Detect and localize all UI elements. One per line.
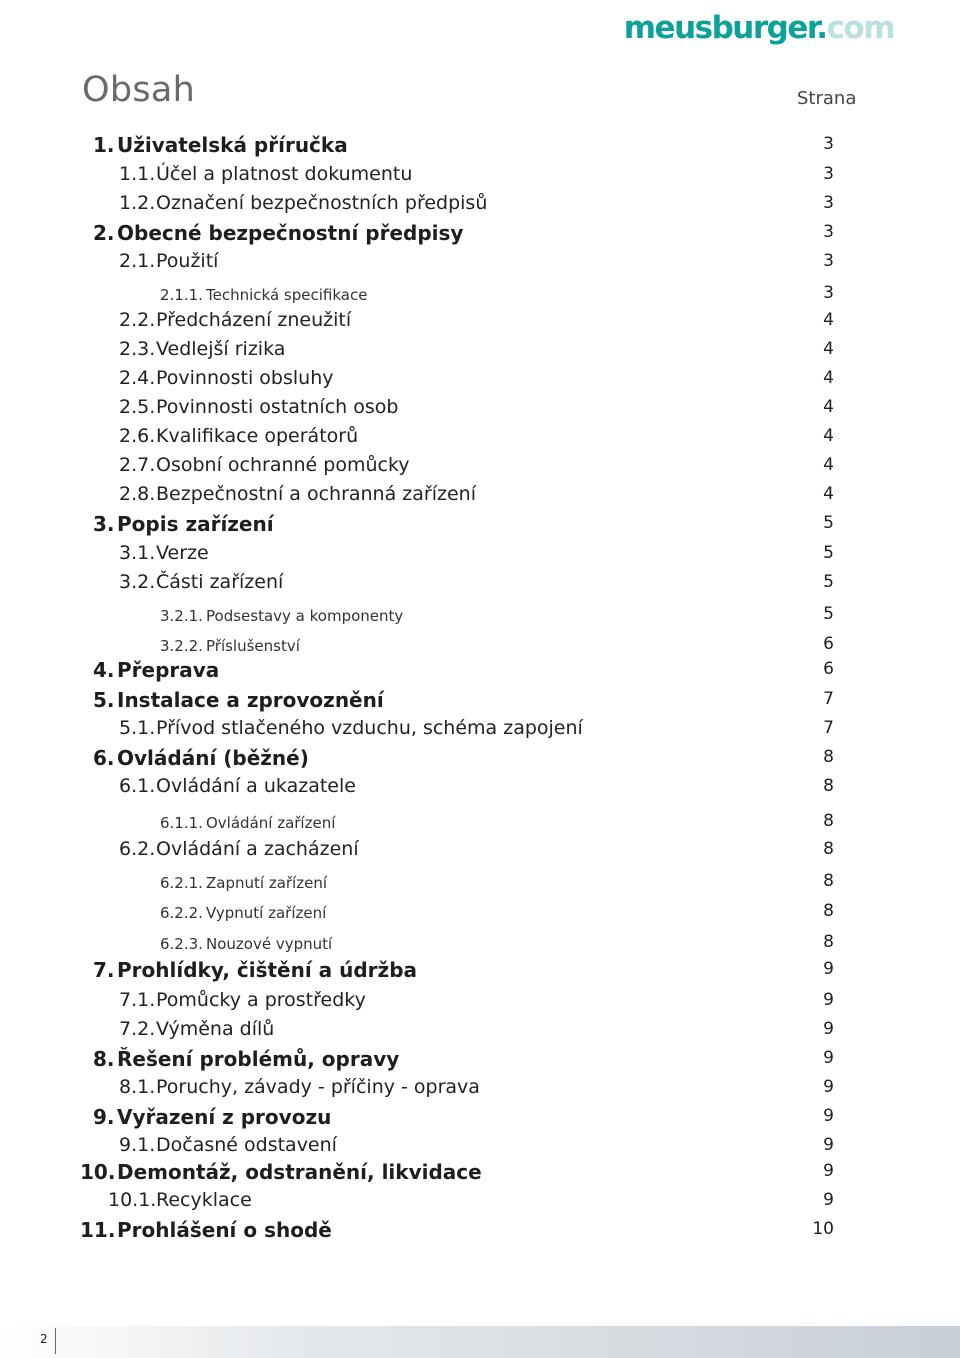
toc-entry[interactable] xyxy=(0,282,960,310)
toc-entry-number: 6.2. xyxy=(119,838,156,860)
toc-entry-page: 3 xyxy=(823,193,834,213)
toc-entry-label: Osobní ochranné pomůcky xyxy=(156,454,410,476)
toc-entry[interactable] xyxy=(0,221,960,249)
toc-entry-label: Vedlejší rizika xyxy=(156,338,286,360)
toc-entry-number: 3. xyxy=(93,512,115,536)
toc-entry-page: 9 xyxy=(823,1048,834,1068)
toc-entry-page: 9 xyxy=(823,1106,834,1126)
toc-entry-number: 7.1. xyxy=(119,989,156,1011)
toc-entry-number: 2.6. xyxy=(119,425,156,447)
toc-entry[interactable] xyxy=(0,1160,960,1188)
toc-entry[interactable] xyxy=(0,454,960,482)
toc-entry[interactable] xyxy=(0,338,960,366)
toc-entry[interactable] xyxy=(0,571,960,599)
toc-entry-page: 6 xyxy=(823,634,834,654)
toc-entry-label: Přeprava xyxy=(117,658,220,682)
toc-entry-page: 8 xyxy=(823,747,834,767)
toc-entry-page: 5 xyxy=(823,604,834,624)
toc-entry-page: 9 xyxy=(823,1077,834,1097)
toc-entry-page: 8 xyxy=(823,811,834,831)
toc-entry[interactable] xyxy=(0,309,960,337)
toc-entry-number: 2.7. xyxy=(119,454,156,476)
toc-entry-page: 3 xyxy=(823,283,834,303)
toc-entry[interactable] xyxy=(0,1134,960,1162)
toc-entry-label: Podsestavy a komponenty xyxy=(206,607,404,625)
toc-entry-number: 6.1. xyxy=(119,775,156,797)
toc-entry-number: 2.3. xyxy=(119,338,156,360)
toc-entry-number: 10.1. xyxy=(108,1189,157,1211)
toc-entry[interactable] xyxy=(0,396,960,424)
toc-entry[interactable] xyxy=(0,1047,960,1075)
toc-entry-number: 1.1. xyxy=(119,163,156,185)
toc-entry-label: Vypnutí zařízení xyxy=(206,904,327,922)
toc-entry-page: 5 xyxy=(823,513,834,533)
toc-entry-number: 3.2. xyxy=(119,571,156,593)
toc-entry[interactable] xyxy=(0,1189,960,1217)
toc-entry-page: 4 xyxy=(823,339,834,359)
toc-entry[interactable] xyxy=(0,1218,960,1246)
footer-page-number: 2 xyxy=(40,1332,48,1346)
toc-entry-label: Nouzové vypnutí xyxy=(206,935,333,953)
toc-entry-label: Vyřazení z provozu xyxy=(117,1105,332,1129)
footer-divider xyxy=(55,1328,56,1354)
toc-entry-label: Přívod stlačeného vzduchu, schéma zapojení xyxy=(156,717,583,739)
toc-entry-page: 5 xyxy=(823,543,834,563)
toc-entry-label: Dočasné odstavení xyxy=(156,1134,337,1156)
toc-entry-page: 3 xyxy=(823,222,834,242)
toc-entry-number: 2.1. xyxy=(119,250,156,272)
toc-entry-page: 4 xyxy=(823,426,834,446)
toc-entry-page: 7 xyxy=(823,718,834,738)
toc-entry-page: 9 xyxy=(823,1190,834,1210)
toc-entry-label: Ovládání a zacházení xyxy=(156,838,359,860)
toc-entry-page: 9 xyxy=(823,1135,834,1155)
page-title: Obsah xyxy=(82,70,196,110)
toc-entry[interactable] xyxy=(0,512,960,540)
toc-entry-number: 6.1.1. xyxy=(160,814,203,832)
toc-entry[interactable] xyxy=(0,425,960,453)
toc-entry-label: Recyklace xyxy=(156,1189,252,1211)
toc-entry-label: Účel a platnost dokumentu xyxy=(156,163,413,185)
toc-entry-number: 6. xyxy=(93,746,115,770)
toc-entry-label: Ovládání zařízení xyxy=(206,814,336,832)
toc-entry-label: Obecné bezpečnostní předpisy xyxy=(117,221,464,245)
toc-entry[interactable] xyxy=(0,1018,960,1046)
toc-entry[interactable] xyxy=(0,931,960,959)
page-column-header: Strana xyxy=(797,88,857,109)
toc-entry-page: 4 xyxy=(823,484,834,504)
toc-entry-label: Řešení problémů, opravy xyxy=(117,1047,400,1071)
toc-entry-label: Prohlášení o shodě xyxy=(117,1218,332,1242)
toc-entry-label: Instalace a zprovoznění xyxy=(117,688,384,712)
toc-entry-label: Prohlídky, čištění a údržba xyxy=(117,958,417,982)
toc-entry-number: 6.2.1. xyxy=(160,874,203,892)
toc-entry-number: 8.1. xyxy=(119,1076,156,1098)
toc-entry-page: 3 xyxy=(823,251,834,271)
toc-entry[interactable] xyxy=(0,658,960,686)
toc-entry-number: 2.4. xyxy=(119,367,156,389)
toc-entry-number: 7.2. xyxy=(119,1018,156,1040)
toc-entry-label: Příslušenství xyxy=(206,637,300,655)
logo-brand: meusburger xyxy=(623,10,817,46)
toc-entry[interactable] xyxy=(0,633,960,661)
toc-entry-label: Pomůcky a prostředky xyxy=(156,989,366,1011)
toc-entry-label: Poruchy, závady - příčiny - oprava xyxy=(156,1076,480,1098)
toc-entry-label: Zapnutí zařízení xyxy=(206,874,327,892)
logo-tld: com xyxy=(826,10,894,46)
toc-entry-page: 3 xyxy=(823,164,834,184)
toc-entry-number: 8. xyxy=(93,1047,115,1071)
toc-entry-page: 8 xyxy=(823,901,834,921)
toc-entry-number: 1.2. xyxy=(119,192,156,214)
toc-entry[interactable] xyxy=(0,810,960,838)
toc-entry-number: 2.5. xyxy=(119,396,156,418)
toc-entry-number: 7. xyxy=(93,958,115,982)
toc-entry-label: Verze xyxy=(156,542,209,564)
toc-entry-number: 6.2.2. xyxy=(160,904,203,922)
toc-entry[interactable] xyxy=(0,870,960,898)
toc-entry-page: 4 xyxy=(823,397,834,417)
toc-entry-number: 3.2.1. xyxy=(160,607,203,625)
toc-entry-page: 8 xyxy=(823,932,834,952)
toc-entry[interactable] xyxy=(0,989,960,1017)
toc-entry[interactable] xyxy=(0,367,960,395)
toc-entry-page: 4 xyxy=(823,310,834,330)
logo-dot: . xyxy=(816,10,827,46)
toc-entry[interactable] xyxy=(0,746,960,774)
toc-entry-page: 8 xyxy=(823,776,834,796)
toc-entry-number: 4. xyxy=(93,658,115,682)
toc-entry[interactable] xyxy=(0,775,960,803)
toc-entry-page: 9 xyxy=(823,990,834,1010)
toc-entry-label: Kvalifikace operátorů xyxy=(156,425,359,447)
toc-entry-label: Uživatelská příručka xyxy=(117,133,348,157)
toc-entry-page: 8 xyxy=(823,839,834,859)
toc-entry-page: 9 xyxy=(823,1019,834,1039)
toc-entry-page: 10 xyxy=(812,1219,834,1239)
toc-entry[interactable] xyxy=(0,250,960,278)
toc-entry-number: 2.1.1. xyxy=(160,286,203,304)
toc-entry-number: 3.1. xyxy=(119,542,156,564)
toc-entry-page: 9 xyxy=(823,959,834,979)
toc-entry[interactable] xyxy=(0,603,960,631)
toc-entry[interactable] xyxy=(0,688,960,716)
toc-entry[interactable] xyxy=(0,958,960,986)
toc-entry[interactable] xyxy=(0,192,960,220)
toc-entry[interactable] xyxy=(0,133,960,161)
toc-entry-number: 5. xyxy=(93,688,115,712)
toc-entry-page: 4 xyxy=(823,368,834,388)
toc-entry-label: Předcházení zneužití xyxy=(156,309,352,331)
toc-entry[interactable] xyxy=(0,542,960,570)
toc-entry-number: 2.8. xyxy=(119,483,156,505)
toc-entry-label: Popis zařízení xyxy=(117,512,274,536)
toc-entry[interactable] xyxy=(0,1105,960,1133)
toc-entry-number: 2. xyxy=(93,221,115,245)
toc-entry-number: 2.2. xyxy=(119,309,156,331)
toc-entry-label: Bezpečnostní a ochranná zařízení xyxy=(156,483,476,505)
toc-entry-label: Výměna dílů xyxy=(156,1018,275,1040)
toc-entry[interactable] xyxy=(0,717,960,745)
toc-entry-number: 11. xyxy=(80,1218,116,1242)
toc-entry-page: 3 xyxy=(823,134,834,154)
toc-entry[interactable] xyxy=(0,838,960,866)
toc-entry-label: Povinnosti obsluhy xyxy=(156,367,334,389)
toc-entry[interactable] xyxy=(0,483,960,511)
toc-entry-page: 7 xyxy=(823,689,834,709)
toc-entry-page: 6 xyxy=(823,659,834,679)
toc-entry-number: 6.2.3. xyxy=(160,935,203,953)
toc-entry-page: 5 xyxy=(823,572,834,592)
toc-entry-number: 9.1. xyxy=(119,1134,156,1156)
toc-entry-label: Označení bezpečnostních předpisů xyxy=(156,192,488,214)
toc-entry-number: 10. xyxy=(80,1160,116,1184)
toc-entry[interactable] xyxy=(0,163,960,191)
toc-entry-label: Demontáž, odstranění, likvidace xyxy=(117,1160,482,1184)
toc-entry-label: Technická specifikace xyxy=(206,286,368,304)
toc-entry-label: Ovládání a ukazatele xyxy=(156,775,356,797)
toc-entry-number: 3.2.2. xyxy=(160,637,203,655)
toc-entry-page: 9 xyxy=(823,1161,834,1181)
page-footer xyxy=(0,1326,960,1358)
toc-entry[interactable] xyxy=(0,1076,960,1104)
toc-entry-label: Použití xyxy=(156,250,219,272)
toc-entry[interactable] xyxy=(0,900,960,928)
toc-entry-page: 4 xyxy=(823,455,834,475)
toc-entry-label: Povinnosti ostatních osob xyxy=(156,396,399,418)
toc-entry-number: 9. xyxy=(93,1105,115,1129)
toc-entry-label: Části zařízení xyxy=(156,571,284,593)
toc-entry-label: Ovládání (běžné) xyxy=(117,746,309,770)
toc-entry-number: 1. xyxy=(93,133,115,157)
toc-entry-page: 8 xyxy=(823,871,834,891)
toc-entry-number: 5.1. xyxy=(119,717,156,739)
